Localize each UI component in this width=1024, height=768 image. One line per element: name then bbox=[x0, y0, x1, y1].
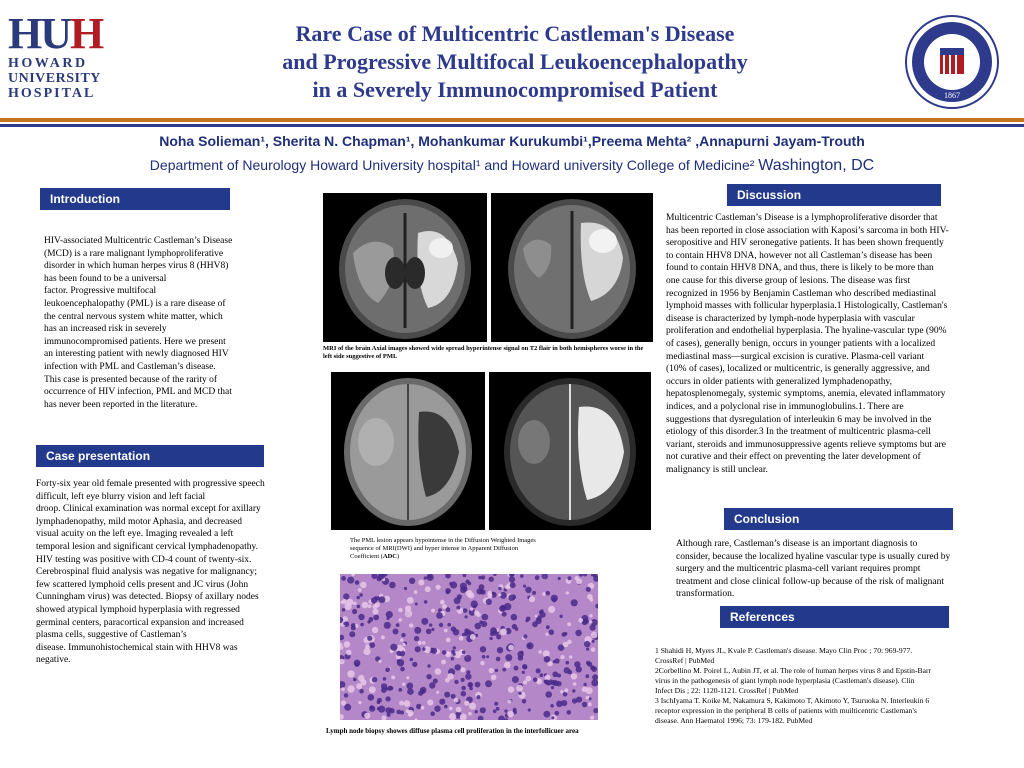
discussion-heading: Discussion bbox=[727, 184, 941, 206]
introduction-line: the central nervous system white matter, which bbox=[44, 311, 223, 322]
case-line: few scattered lymphoid cells present and JC virus (John bbox=[36, 579, 249, 590]
conclusion-line: surgery and the multicentric plasma-cell variant requires prompt bbox=[676, 564, 921, 575]
dwi-caption-line-1: The PML lesion appears hypointense in the Diffusion Weighted Images bbox=[350, 537, 536, 544]
discussion-line: suggestions that dysregulation of interleukin 6 may be involved in the bbox=[666, 414, 932, 425]
introduction-line: leukoencephalopathy (PML) is a rare disease of bbox=[44, 298, 226, 309]
logo-line-2: UNIVERSITY bbox=[8, 71, 101, 86]
dwi-caption-line-2: sequence of MRI(DWI) and hyper intense in Apparent Diffusion bbox=[350, 545, 519, 552]
case-line: negative. bbox=[36, 655, 71, 666]
author-list: Noha Solieman¹, Sherita N. Chapman¹, Mohankumar Kurukumbi¹,Preema Mehta² ,Annapurni Jayam-Trouth bbox=[159, 133, 865, 149]
title-line-2: and Progressive Multifocal Leukoencephalopathy bbox=[282, 49, 748, 74]
mri-flair-image-left bbox=[323, 193, 487, 342]
biopsy-caption: Lymph node biopsy showes diffuse plasma cell proliferation in the interfollicuer area bbox=[326, 727, 579, 735]
title-line-3: in a Severely Immunocompromised Patient bbox=[312, 77, 718, 102]
discussion-line: not curative and their effect on preventing the later development of bbox=[666, 452, 921, 463]
header-rule-blue bbox=[0, 124, 1024, 127]
references-line: 1 Shahidi H, Myers JL, Kvale P. Castleman's disease. Mayo Clin Proc ; 70: 969-977. bbox=[655, 646, 913, 655]
case-line: visual acuity on the left eye. Imaging revealed a left bbox=[36, 529, 234, 540]
lymph-node-biopsy-image bbox=[340, 574, 598, 720]
introduction-line: infection with PML and Castleman’s disease. bbox=[44, 361, 216, 372]
conclusion-line: transformation. bbox=[676, 589, 735, 600]
conclusion-heading: Conclusion bbox=[724, 508, 953, 530]
discussion-line: indices, and a polyclonal rise in immunoglobulins.1. There are bbox=[666, 401, 904, 412]
references-line: 3 IschIyama T. Koike M, Nakamura S, Kakimoto T, Akimoto Y, Tsuruoka N. Interleukin 6 bbox=[655, 696, 930, 705]
dwi-caption-line-3: Coefficient (ADC) bbox=[350, 553, 400, 560]
conclusion-line: Although rare, Castleman’s disease is an important diagnosis to bbox=[676, 539, 918, 549]
case-line: temporal lesion and significant cervical lymphadenopathy. bbox=[36, 541, 259, 552]
discussion-line: mediastinal mass—surgical excision is curative. Plasma-cell variant bbox=[666, 351, 925, 362]
introduction-line: occurrence of HIV infection, PML and MCD that bbox=[44, 387, 232, 398]
header-rule-orange bbox=[0, 118, 1024, 122]
mri-caption: MRI of the brain Axial images showed wide spread hyperintense signal on T2 flair in both hemispheres worse in the left side suggestive of PML bbox=[323, 345, 644, 360]
logo-line-3: HOSPITAL bbox=[8, 86, 96, 101]
case-line: difficult, left eye blurry vision and left facial bbox=[36, 491, 206, 502]
introduction-line: has never been reported in the literature. bbox=[44, 399, 198, 410]
discussion-line: one cause for this diverse group of lesions. The disease was first bbox=[666, 275, 911, 286]
discussion-line: to contain HHV8 DNA, however not all Castleman’s disease has been bbox=[666, 250, 933, 261]
references-line: 2Corbellino M. Poirel L, Aubin JT, et al. The role of human herpes virus 8 and Epstin-Barr bbox=[655, 666, 931, 675]
discussion-line: malignancy is still unclear. bbox=[666, 464, 768, 475]
case-line: Cerebrospinal fluid analysis was negative for malignancy; bbox=[36, 567, 258, 578]
introduction-line: HIV-associated Multicentric Castleman’s Disease bbox=[44, 236, 233, 246]
case-line: Cunningham virus) was detected. Biopsy of axillary nodes bbox=[36, 592, 259, 603]
introduction-line: factor. Progressive multifocal bbox=[44, 286, 157, 297]
case-presentation-body bbox=[36, 478, 316, 667]
references-line: receptor expression in the peripheral B cells of patients with muilticentric Castleman's bbox=[655, 706, 917, 715]
dwi-adc-caption bbox=[350, 537, 600, 561]
introduction-line: has an increased risk in severely bbox=[44, 324, 167, 335]
case-line: germinal centers, paracortical expansion and increased bbox=[36, 617, 244, 628]
discussion-line: seropositive and HIV seronegative patients. It has been shown frequently bbox=[666, 238, 944, 249]
case-line: droop. Clinical examination was normal except for axillary bbox=[36, 504, 261, 515]
references-line: CrossRef | PubMed bbox=[655, 656, 715, 665]
affiliation-location: Washington, DC bbox=[758, 157, 875, 174]
conclusion-body bbox=[676, 538, 1006, 601]
discussion-line: recognized in 1956 by Benjamin Castleman who described mediastinal bbox=[666, 288, 937, 299]
affiliation bbox=[0, 157, 1024, 175]
case-line: showed atypical lymphoid hyperplasia with regressed bbox=[36, 604, 240, 615]
discussion-line: occurs in older patients with generalized lymphadenopathy, bbox=[666, 376, 892, 387]
mri-flair-image-right bbox=[491, 193, 653, 342]
references-line: Infect Dis ; 22: 1120-1121. CrossRef | PubMed bbox=[655, 686, 799, 695]
introduction-line: has been found to be a universal bbox=[44, 273, 167, 284]
references-line: disease. Ann Haematol 1996; 73: 179-182. PubMed bbox=[655, 716, 813, 725]
discussion-line: of cases), generally benign, occurs in younger patients with a localized bbox=[666, 338, 936, 349]
discussion-line: has been reported in close association with Kaposi’s sarcoma in both HIV- bbox=[666, 225, 949, 236]
conclusion-line: consider, because the localized hyaline vascular type is usually cured by bbox=[676, 551, 951, 562]
discussion-line: Multicentric Castleman’s Disease is a lymphoproliferative disorder that bbox=[666, 213, 938, 223]
introduction-line: immunocompromised patients. Here we present bbox=[44, 336, 226, 347]
introduction-line: This case is presented because of the rarity of bbox=[44, 374, 218, 385]
discussion-body bbox=[666, 212, 1006, 476]
introduction-line: (MCD) is a rare malignant lymphoproliferative bbox=[44, 248, 224, 259]
case-line: lymphadenopathy, mild motor Aphasia, and decreased bbox=[36, 516, 242, 527]
introduction-line: an interesting patient with newly diagnosed HIV bbox=[44, 349, 229, 360]
mri-adc-image bbox=[489, 372, 651, 530]
introduction-heading: Introduction bbox=[40, 188, 230, 210]
poster-header bbox=[0, 0, 1024, 118]
affiliation-text: Department of Neurology Howard University hospital¹ and Howard university College of Medicine² bbox=[149, 157, 755, 173]
case-line: plasma cells, suggestive of Castleman’s bbox=[36, 630, 187, 641]
title-line-1: Rare Case of Multicentric Castleman's Disease bbox=[295, 21, 735, 46]
introduction-body bbox=[44, 235, 284, 411]
case-line: Forty-six year old female presented with progressive speech bbox=[36, 479, 265, 489]
references-body bbox=[655, 646, 1010, 726]
conclusion-line: treatment and close clinical follow-up because of the risk of malignant bbox=[676, 576, 945, 587]
discussion-line: proliferation and endothelial hyperplasia. The hyaline-vascular type (90% bbox=[666, 326, 947, 337]
discussion-line: hepatosplenomegaly, systemic symptoms, anemia, elevated inflammatory bbox=[666, 389, 946, 400]
introduction-line: disorder in which human herpes virus 8 (HHV8) bbox=[44, 261, 229, 272]
discussion-line: found to contain HHV8 DNA, and thus, there is likely to be more than bbox=[666, 263, 934, 274]
references-line: virus in the pathogenesis of giant lymph node hyperplasia (Castleman's disease). Clin bbox=[655, 676, 915, 685]
discussion-line: variant, steroids and immunosuppressive agents relieve symptoms but are bbox=[666, 439, 946, 450]
case-presentation-heading: Case presentation bbox=[36, 445, 264, 467]
references-heading: References bbox=[720, 606, 949, 628]
case-line: HIV testing was positive with CD-4 count of twenty-six. bbox=[36, 554, 252, 565]
discussion-line: etiology of this disorder.3 In the treatment of multicentric plasma-cell bbox=[666, 427, 931, 438]
seal-year: 1867 bbox=[944, 91, 960, 100]
poster-title bbox=[160, 20, 870, 104]
logo-line-1: HOWARD bbox=[8, 56, 88, 71]
case-line: disease. Immunohistochemical stain with HHV8 was bbox=[36, 642, 238, 653]
university-seal-icon bbox=[904, 14, 1000, 110]
logo-monogram: HUH bbox=[8, 9, 103, 58]
discussion-line: (10% of cases), localized or multicentric, is generally aggressive, and bbox=[666, 364, 930, 375]
howard-hospital-logo bbox=[8, 9, 128, 112]
discussion-line: lymphoid masses with follicular hyperplasia.1 Histologically, Castleman's bbox=[666, 301, 948, 312]
mri-dwi-image bbox=[331, 372, 485, 530]
discussion-line: disease is characterized by lymph-node hyperplasia with vascular bbox=[666, 313, 915, 324]
